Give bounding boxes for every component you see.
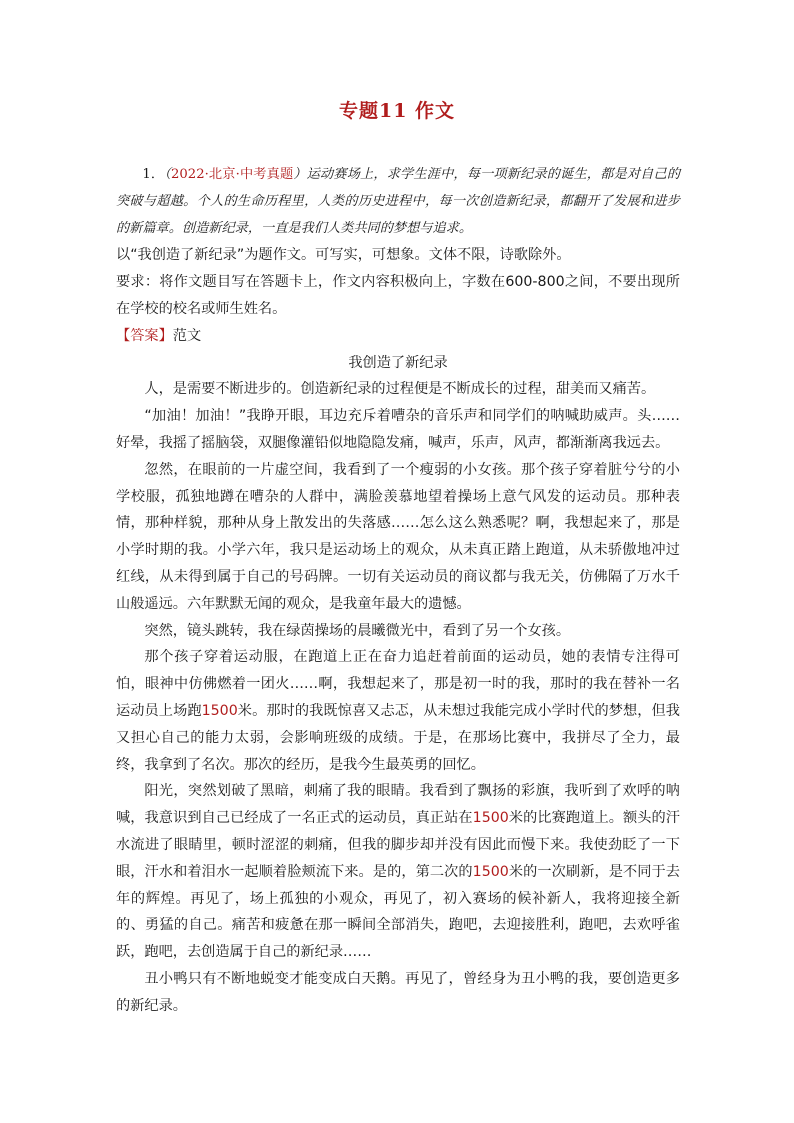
page-title: 专题11 作文 xyxy=(338,100,456,122)
question-intro-text: 运动赛场上，求学生涯中，每一项新纪录的诞生，都是对自己的突破与超越。个人的生命历程里，人类的历史进程中，每一次创造新纪录，都翻开了发展和进步的新篇章。创造新纪录，一直是我们人类共同的梦想与追求。 xyxy=(116,167,681,236)
question-prompt: 以“我创造了新纪录”为题作文。可写实，可想象。文体不限，诗歌除外。 xyxy=(116,247,571,264)
essay-paragraph-4: 突然，镜头跳转，我在绿茵操场的晨曦微光中，看到了另一个女孩。 xyxy=(144,622,571,639)
question-number: 1． xyxy=(142,167,165,182)
essay-paragraph-2: “加油！加油！”我睁开眼，耳边充斥着嘈杂的音乐声和同学们的呐喊助威声。头……好晕，我摇了摇脑袋，双腿像灌铅似地隐隐发痛，喊声，乐声，风声，都渐渐离我远去。 xyxy=(116,408,680,451)
essay-title: 我创造了新纪录 xyxy=(348,354,448,371)
question-source: 2022·北京·中考真题 xyxy=(171,167,294,182)
answer-label: 范文 xyxy=(172,327,202,344)
distance-number: 1500 xyxy=(201,702,238,719)
answer-tag: 【答案】 xyxy=(116,327,173,344)
essay-paragraph-3: 忽然，在眼前的一片虚空间，我看到了一个瘦弱的小女孩。那个孩子穿着脏兮兮的小学校服，孤独地蹲在嘈杂的人群中，满脸羡慕地望着操场上意气风发的运动员。那种表情，那种样貌，那种从身上散发出的失落感……怎么这么熟悉呢？啊，我想起来了，那是小学时期的我。小学六年，我只是运动场上的观众，从未真正踏上跑道，从未骄傲地冲过红线，从未得到属于自己的号码牌。一切有关运动员的商议都与我无关，仿佛隔了万水千山般遥远。六年默默无闻的观众，是我童年最大的遗憾。 xyxy=(116,461,680,612)
essay-paragraph-7: 丑小鸭只有不断地蜕变才能变成白天鹅。再见了，曾经身为丑小鸭的我，要创造更多的新纪录。 xyxy=(116,970,680,1014)
distance-number: 1500 xyxy=(472,810,509,827)
distance-number: 1500 xyxy=(472,863,509,880)
essay-paragraph-6: 阳光，突然划破了黑暗，刺痛了我的眼睛。我看到了飘扬的彩旗，我听到了欢呼的呐喊，我意识到自己已经成了一名正式的运动员，真正站在1500米的比赛跑道上。额头的汗水流进了眼睛里，顿时涩涩的刺痛，但我的脚步却并没有因此而慢下来。我使劲眨了一下眼，汗水和着泪水一起顺着脸颊流下来。是的，第二次的1500米的一次刷新，是不同于去年的辉煌。再见了，场上孤独的小观众，再见了，初入赛场的候补新人，我将迎接全新的、勇猛的自己。痛苦和疲惫在那一瞬间全部消失，跑吧，去迎接胜利，跑吧，去欢呼雀跃，跑吧，去创造属于自己的新纪录…… xyxy=(116,783,680,961)
answer-line xyxy=(116,323,680,350)
question-intro: 1．（2022·北京·中考真题）运动赛场上，求学生涯中，每一项新纪录的诞生，都是对自己的突破与超越。个人的生命历程里，人类的历史进程中，每一次创造新纪录，都翻开了发展和进步的新篇章。创造新纪录，一直是我们人类共同的梦想与追求。 xyxy=(116,167,681,236)
question-requirements: 要求：将作文题目写在答题卡上，作文内容积极向上，字数在600-800之间，不要出现所在学校的校名或师生姓名。 xyxy=(116,274,680,317)
essay-paragraph-5: 那个孩子穿着运动服，在跑道上正在奋力追赶着前面的运动员，她的表情专注得可怕，眼神中仿佛燃着一团火……啊，我想起来了，那是初一时的我，那时的我在替补一名运动员上场跑1500米。那时的我既惊喜又忐忑，从未想过我能完成小学时代的梦想，但我又担心自己的能力太弱，会影响班级的成绩。于是，在那场比赛中，我拼尽了全力，最终，我拿到了名次。那次的经历，是我今生最英勇的回忆。 xyxy=(116,649,680,773)
essay-paragraph-1: 人，是需要不断进步的。创造新纪录的过程便是不断成长的过程，甜美而又痛苦。 xyxy=(144,381,656,398)
document-body xyxy=(116,162,680,1020)
